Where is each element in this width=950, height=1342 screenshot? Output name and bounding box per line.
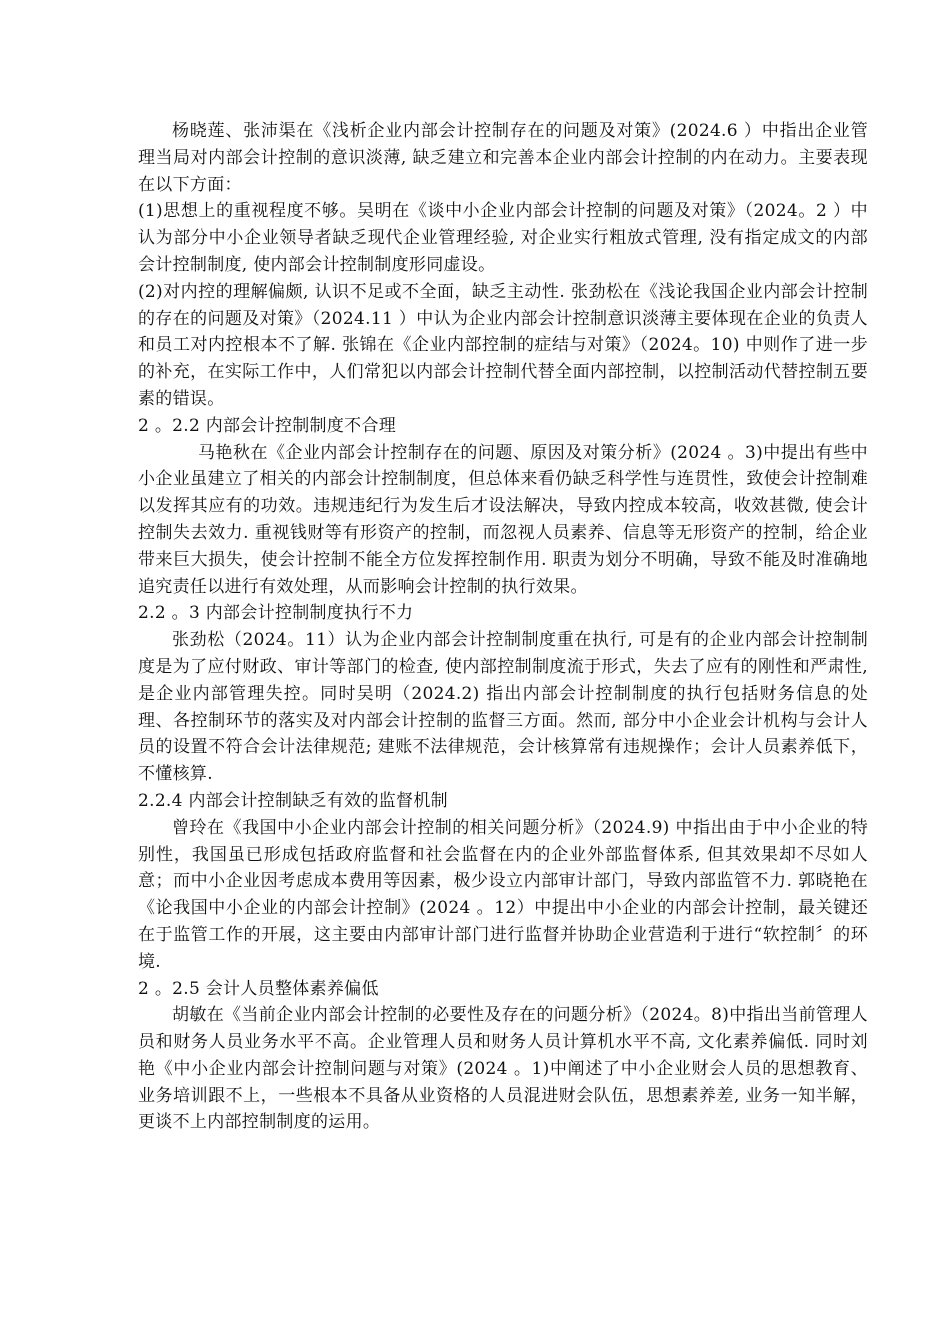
paragraph-point-2: (2)对内控的理解偏颇, 认识不足或不全面，缺乏主动性. 张劲松在《浅论我国企业内部会计控制的存在的问题及对策》（2024.11 ）中认为企业内部会计控制意识淡薄主要体现在企业的负责人和员工对内控根本不了解. 张锦在《企业内部控制的症结与对策》（2024。10) 中则作了进一步的补充，在实际工作中，人们常犯以内部会计控制代替全面内部控制，以控制活动代替控制五要素的错误。 [138,281,868,409]
document-page [138,118,868,1136]
section-heading-2-2-2: 2 。2.2 内部会计控制制度不合理 [138,415,397,436]
paragraph-2-2-2: 马艳秋在《企业内部会计控制存在的问题、原因及对策分析》(2024 。3)中提出有些中小企业虽建立了相关的内部会计控制制度，但总体来看仍缺乏科学性与连贯性，致使会计控制难以发挥其应有的功效。违规违纪行为发生后才设法解决，导致内控成本较高，收效甚微, 使会计控制失去效力. 重视钱财等有形资产的控制，而忽视人员素养、信息等无形资产的控制，给企业带来巨大损失，使会计控制不能全方位发挥控制作用. 职责为划分不明确，导致不能及时准确地追究责任以进行有效处理，从而影响会计控制的执行效果。 [138,442,868,597]
section-heading-2-2-3: 2.2 。3 内部会计控制制度执行不力 [138,603,414,624]
paragraph-point-1: (1)思想上的重视程度不够。吴明在《谈中小企业内部会计控制的问题及对策》（2024。2 ）中认为部分中小企业领导者缺乏现代企业管理经验, 对企业实行粗放式管理, 没有指定成文的内部会计控制制度, 使内部会计控制制度形同虚设。 [138,201,868,275]
section-heading-2-2-5: 2 。2.5 会计人员整体素养偏低 [138,978,379,999]
section-heading-2-2-4: 2.2.4 内部会计控制缺乏有效的监督机制 [138,790,448,811]
paragraph-2-2-5: 胡敏在《当前企业内部会计控制的必要性及存在的问题分析》（2024。8)中指出当前管理人员和财务人员业务水平不高。企业管理人员和财务人员计算机水平不高, 文化素养偏低. 同时刘艳《中小企业内部会计控制问题与对策》(2024 。1)中阐述了中小企业财会人员的思想教育、业务培训跟不上，一些根本不具备从业资格的人员混进财会队伍，思想素养差, 业务一知半解，更谈不上内部控制制度的运用。 [138,1005,868,1133]
paragraph-2-2-4: 曾玲在《我国中小企业内部会计控制的相关问题分析》（2024.9) 中指出由于中小企业的特别性，我国虽已形成包括政府监督和社会监督在内的企业外部监督体系, 但其效果却不尽如人意；而中小企业因考虑成本费用等因素，极少设立内部审计部门，导致内部监管不力. 郭晓艳在《论我国中小企业的内部会计控制》(2024 。12）中提出中小企业的内部会计控制，最关键还在于监管工作的开展，这主要由内部审计部门进行监督并协助企业营造利于进行“软控制〞的环境. [138,817,868,972]
paragraph-2-2-3: 张劲松（2024。11）认为企业内部会计控制制度重在执行, 可是有的企业内部会计控制制度是为了应付财政、审计等部门的检查, 使内部控制制度流于形式，失去了应有的刚性和严肃性, 是企业内部管理失控。同时吴明（2024.2) 指出内部会计控制制度的执行包括财务信息的处理、各控制环节的落实及对内部会计控制的监督三方面。然而, 部分中小企业会计机构与会计人员的设置不符合会计法律规范; 建账不法律规范，会计核算常有违规操作；会计人员素养低下，不懂核算. [138,630,868,785]
paragraph-intro: 杨晓莲、张沛渠在《浅析企业内部会计控制存在的问题及对策》(2024.6 ）中指出企业管理当局对内部会计控制的意识淡薄, 缺乏建立和完善本企业内部会计控制的内在动力。主要表现在以下方面： [138,121,868,195]
